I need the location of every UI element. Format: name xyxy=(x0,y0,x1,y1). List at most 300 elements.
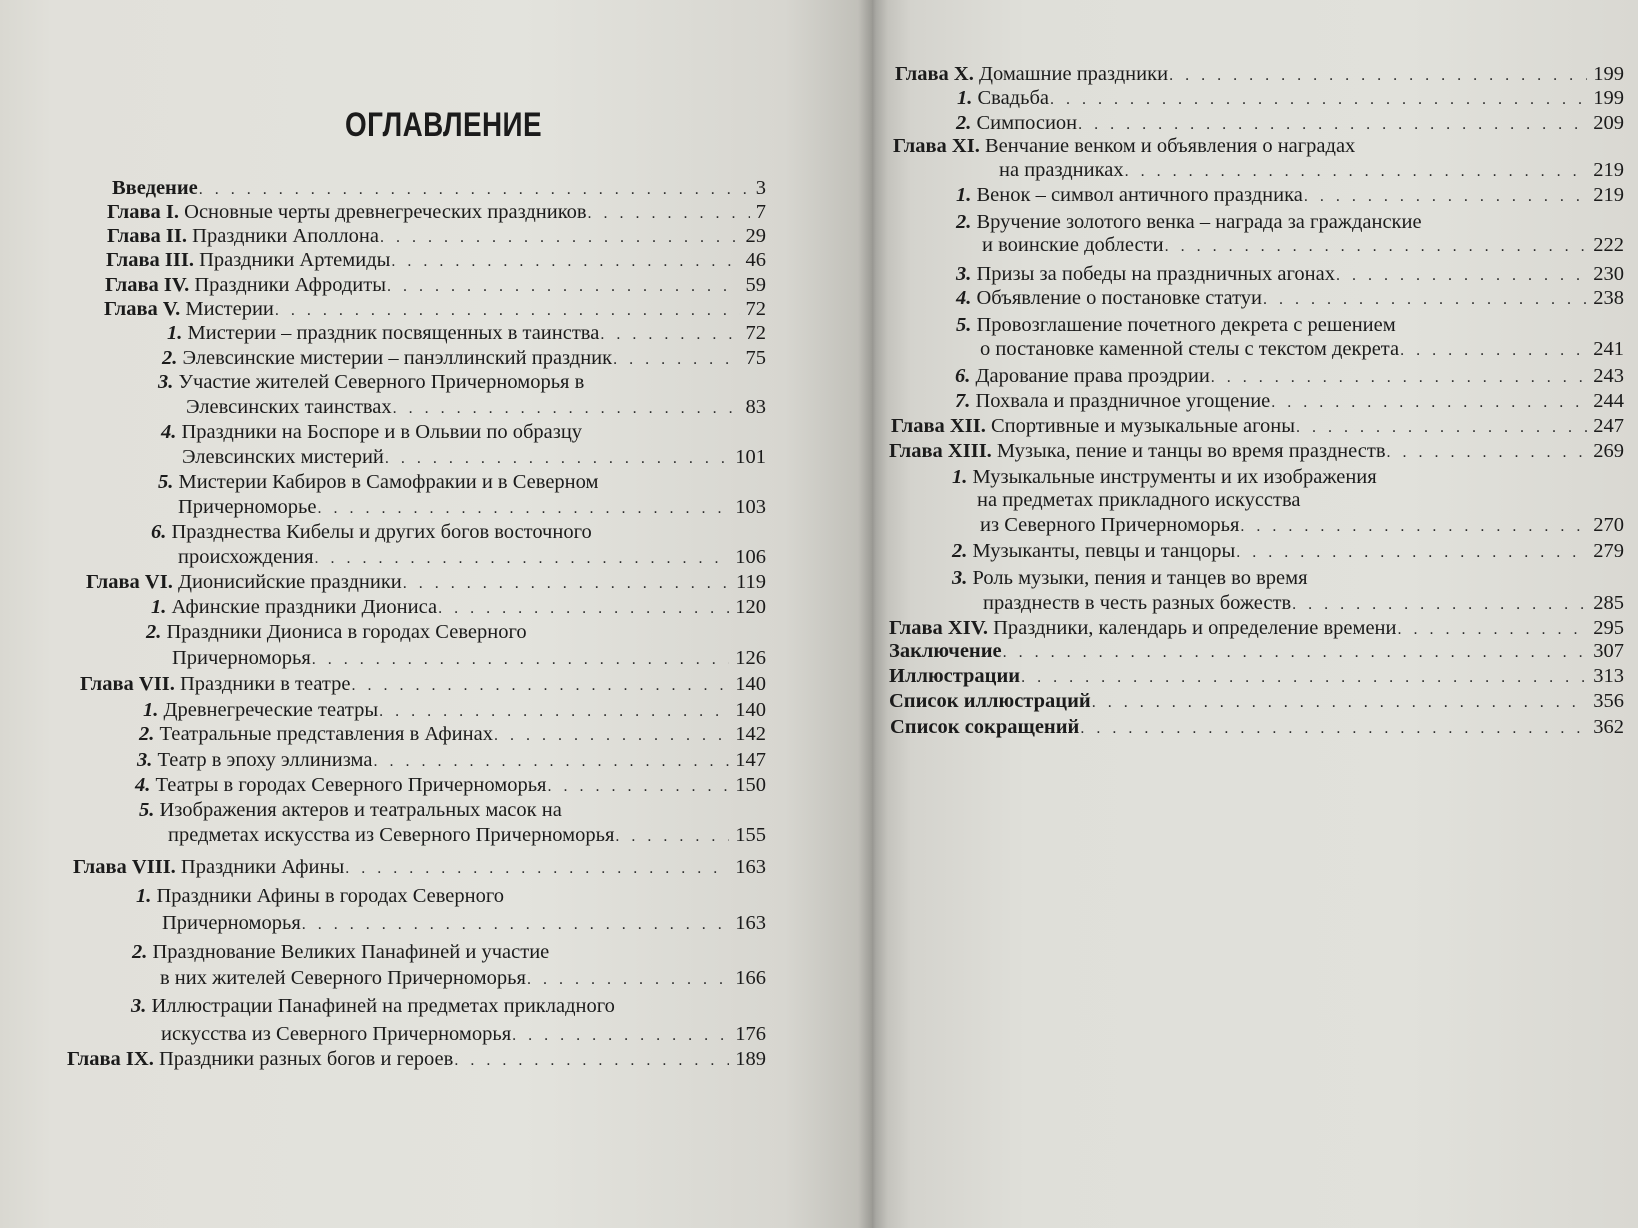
toc-entry-text: Венчание венком и объявления о наградах xyxy=(979,135,1356,157)
toc-page-number: 140 xyxy=(735,699,766,721)
toc-page-number: 59 xyxy=(745,274,766,296)
toc-chapter-heading: Глава V. xyxy=(104,298,181,320)
toc-chapter-heading: Список иллюстраций xyxy=(889,690,1091,712)
toc-entry-label xyxy=(952,539,1235,563)
toc-entry xyxy=(983,591,1624,617)
toc-section-number: 2. xyxy=(132,941,148,963)
toc-entry-text: Праздники, календарь и определение времени xyxy=(988,617,1397,639)
toc-entry-text: Празднование Великих Панафиней и участие xyxy=(147,941,550,963)
toc-entry-label xyxy=(889,439,1386,463)
toc-entry-label xyxy=(172,646,311,670)
toc-page-number: 103 xyxy=(735,496,766,518)
toc-page-number: 140 xyxy=(735,673,766,695)
toc-entry xyxy=(980,337,1624,363)
toc-chapter-heading: Заключение xyxy=(889,640,1002,662)
toc-entry-text: Праздники Афины xyxy=(175,856,345,878)
toc-entry-text: Элевсинских таинствах xyxy=(186,396,392,418)
toc-entry-text: Призы за победы на праздничных агонах xyxy=(971,263,1335,285)
toc-entry xyxy=(139,798,766,822)
toc-leader-dots xyxy=(1211,366,1587,390)
toc-page-number: 247 xyxy=(1593,415,1624,437)
toc-chapter-heading: Глава XI. xyxy=(893,135,980,157)
toc-entry xyxy=(162,346,766,372)
toc-section-number: 5. xyxy=(158,471,174,493)
toc-section-number: 2. xyxy=(956,211,972,233)
toc-entry-text: Музыканты, певцы и танцоры xyxy=(967,540,1236,562)
toc-entry-text: Праздники в театре xyxy=(174,673,351,695)
right-page xyxy=(872,0,1638,1228)
toc-section-number: 4. xyxy=(161,421,177,443)
toc-leader-dots xyxy=(1304,185,1587,209)
toc-page-number: 219 xyxy=(1593,159,1624,181)
toc-leader-dots xyxy=(393,397,740,421)
toc-leader-dots xyxy=(385,447,729,471)
toc-entry-label xyxy=(107,200,587,224)
toc-entry-label xyxy=(983,591,1291,615)
toc-page-number: 101 xyxy=(735,446,766,468)
toc-entry xyxy=(167,321,766,347)
toc-entry xyxy=(80,672,766,698)
toc-leader-dots xyxy=(494,724,729,748)
toc-section-number: 6. xyxy=(955,365,971,387)
toc-entry-text: Причерноморье xyxy=(178,496,317,518)
toc-entry-text: Вручение золотого венка – награда за гражданские xyxy=(971,211,1422,233)
toc-entry-label xyxy=(956,111,1077,135)
toc-entry-label xyxy=(955,389,1270,413)
toc-leader-dots xyxy=(351,674,729,698)
toc-entry xyxy=(889,639,1624,665)
toc-entry-text: о постановке каменной стелы с текстом декрета xyxy=(980,338,1400,360)
toc-entry-label xyxy=(980,513,1239,537)
toc-entry-text: на предметах прикладного искусства xyxy=(977,489,1301,511)
toc-entry xyxy=(158,370,766,394)
toc-leader-dots xyxy=(403,572,730,596)
toc-leader-dots xyxy=(615,825,729,849)
toc-leader-dots xyxy=(1400,339,1587,363)
toc-leader-dots xyxy=(438,597,729,621)
toc-entry-label xyxy=(891,414,1295,438)
toc-leader-dots xyxy=(1092,691,1588,715)
toc-entry-label xyxy=(137,748,372,772)
toc-page-number: 219 xyxy=(1593,184,1624,206)
toc-entry-text: Мистерии xyxy=(180,298,274,320)
toc-page-number: 356 xyxy=(1593,690,1624,712)
toc-leader-dots xyxy=(379,700,729,724)
toc-entry-text: Театры в городах Северного Причерноморья xyxy=(150,774,547,796)
toc-section-number: 1. xyxy=(167,322,183,344)
toc-entry-text: Венок – символ античного праздника xyxy=(971,184,1303,206)
toc-entry-label xyxy=(952,567,1308,589)
toc-page-number: 155 xyxy=(735,824,766,846)
toc-section-number: 5. xyxy=(956,314,972,336)
toc-entry xyxy=(999,158,1624,184)
toc-entry-text: Праздники Диониса в городах Северного xyxy=(161,621,527,643)
toc-entry xyxy=(982,233,1624,259)
toc-entry xyxy=(889,664,1624,690)
toc-entry-label xyxy=(131,995,615,1017)
toc-entry-label xyxy=(955,364,1210,388)
toc-entry xyxy=(893,134,1624,158)
toc-page-number: 222 xyxy=(1593,234,1624,256)
toc-chapter-heading: Глава VIII. xyxy=(73,856,176,878)
toc-section-number: 3. xyxy=(131,995,147,1017)
toc-entry-label xyxy=(167,321,599,345)
toc-page-number: 72 xyxy=(745,322,766,344)
toc-entry-label xyxy=(139,799,562,821)
toc-entry xyxy=(956,210,1624,234)
toc-leader-dots xyxy=(391,250,739,274)
toc-section-number: 1. xyxy=(952,466,968,488)
toc-page-number: 189 xyxy=(735,1048,766,1070)
toc-page-number: 362 xyxy=(1593,716,1624,738)
toc-entry-label xyxy=(952,466,1377,488)
toc-leader-dots xyxy=(373,750,729,774)
toc-chapter-heading: Глава XIV. xyxy=(889,617,988,639)
toc-entry xyxy=(67,1047,766,1073)
toc-chapter-heading: Глава IX. xyxy=(67,1048,154,1070)
toc-leader-dots xyxy=(527,968,729,992)
toc-leader-dots xyxy=(199,178,750,202)
toc-entry xyxy=(956,286,1624,312)
toc-entry-text: Участие жителей Северного Причерноморья в xyxy=(173,371,585,393)
toc-entry-label xyxy=(136,885,504,907)
toc-entry xyxy=(952,465,1624,489)
toc-section-number: 4. xyxy=(956,287,972,309)
toc-leader-dots xyxy=(302,913,729,937)
toc-section-number: 2. xyxy=(952,540,968,562)
toc-page-number: 241 xyxy=(1593,338,1624,360)
toc-entry-label xyxy=(999,158,1124,182)
toc-entry-label xyxy=(80,672,350,696)
toc-entry-label xyxy=(889,664,1020,688)
toc-entry xyxy=(891,414,1624,440)
toc-entry-text: Праздники на Боспоре и в Ольвии по образцу xyxy=(176,421,583,443)
toc-section-number: 1. xyxy=(956,184,972,206)
toc-entry-text: искусства из Северного Причерноморья xyxy=(161,1023,512,1045)
toc-entry-label xyxy=(107,224,379,248)
toc-entry-label xyxy=(146,621,527,643)
toc-leader-dots xyxy=(1169,64,1587,88)
toc-page-number: 238 xyxy=(1593,287,1624,309)
toc-section-number: 3. xyxy=(952,567,968,589)
toc-entry xyxy=(980,513,1624,539)
toc-entry xyxy=(107,224,766,250)
toc-section-number: 3. xyxy=(137,749,153,771)
toc-entry xyxy=(131,994,766,1018)
toc-entry-label xyxy=(178,545,314,569)
toc-leader-dots xyxy=(1240,515,1587,539)
toc-entry xyxy=(178,545,766,571)
toc-entry xyxy=(952,539,1624,565)
toc-chapter-heading: Глава XII. xyxy=(891,415,986,437)
toc-entry-label xyxy=(151,595,437,619)
toc-section-number: 4. xyxy=(135,774,151,796)
toc-chapter-heading: Глава XIII. xyxy=(889,440,992,462)
toc-page-number: 163 xyxy=(735,856,766,878)
toc-entry xyxy=(137,748,766,774)
toc-section-number: 1. xyxy=(136,885,152,907)
toc-page-number: 166 xyxy=(735,967,766,989)
toc-entry-label xyxy=(980,337,1399,361)
toc-entry-text: Элевсинские мистерии – панэллинский праздник xyxy=(177,347,613,369)
toc-leader-dots xyxy=(380,226,740,250)
toc-page-number: 29 xyxy=(745,225,766,247)
toc-entry xyxy=(158,470,766,494)
toc-leader-dots xyxy=(1236,541,1587,565)
toc-leader-dots xyxy=(275,299,740,323)
toc-chapter-heading: Глава VII. xyxy=(80,673,175,695)
toc-page-number: 72 xyxy=(745,298,766,320)
toc-page-number: 150 xyxy=(735,774,766,796)
toc-leader-dots xyxy=(1387,441,1588,465)
toc-chapter-heading: Глава II. xyxy=(107,225,188,247)
toc-entry-text: Основные черты древнегреческих праздников xyxy=(179,201,587,223)
toc-entry xyxy=(160,966,766,992)
toc-entry xyxy=(107,200,766,226)
toc-entry-label xyxy=(143,698,378,722)
toc-chapter-heading: Список сокращений xyxy=(890,716,1080,738)
toc-entry-label xyxy=(161,1022,511,1046)
toc-entry-label xyxy=(86,570,402,594)
toc-entry-label xyxy=(956,183,1303,207)
toc-entry xyxy=(889,689,1624,715)
toc-section-number: 5. xyxy=(139,799,155,821)
toc-entry-label xyxy=(889,689,1091,713)
toc-page-number: 3 xyxy=(755,177,766,199)
toc-section-number: 2. xyxy=(162,347,178,369)
toc-entry-text: Праздники Артемиды xyxy=(194,249,391,271)
toc-entry-text: Праздники Афродиты xyxy=(189,274,386,296)
toc-entry-label xyxy=(135,773,546,797)
toc-leader-dots xyxy=(1165,235,1588,259)
toc-entry-text: Свадьба xyxy=(972,87,1049,109)
toc-leader-dots xyxy=(1003,641,1588,665)
toc-page-number: 199 xyxy=(1593,87,1624,109)
toc-entry-label xyxy=(956,262,1335,286)
toc-entry-text: Причерноморья xyxy=(162,912,301,934)
toc-chapter-heading: Введение xyxy=(112,177,198,199)
toc-leader-dots xyxy=(1021,666,1587,690)
toc-entry-text: на праздниках xyxy=(999,159,1124,181)
toc-entry-text: Дарование права проэдрии xyxy=(970,365,1210,387)
toc-leader-dots xyxy=(1080,717,1587,741)
toc-entry xyxy=(956,313,1624,337)
toc-entry xyxy=(136,884,766,908)
toc-entry-text: Симпосион xyxy=(971,112,1078,134)
toc-page-number: 244 xyxy=(1593,390,1624,412)
toc-leader-dots xyxy=(317,497,729,521)
toc-entry-label xyxy=(982,233,1164,257)
toc-page-number: 270 xyxy=(1593,514,1624,536)
toc-section-number: 6. xyxy=(151,521,167,543)
toc-entry xyxy=(143,698,766,724)
page-title: ОГЛАВЛЕНИЕ xyxy=(345,106,542,144)
toc-entry-label xyxy=(106,248,390,272)
toc-entry xyxy=(890,715,1624,741)
toc-entry xyxy=(955,364,1624,390)
toc-entry xyxy=(957,86,1624,112)
toc-section-number: 3. xyxy=(158,371,174,393)
toc-leader-dots xyxy=(1125,160,1588,184)
toc-leader-dots xyxy=(345,857,729,881)
toc-entry xyxy=(132,940,766,964)
toc-entry-text: Дионисийские праздники xyxy=(172,571,402,593)
toc-entry-label xyxy=(104,297,274,321)
toc-entry-text: Роль музыки, пения и танцев во время xyxy=(967,567,1308,589)
toc-entry xyxy=(977,488,1624,512)
toc-entry xyxy=(895,62,1624,88)
toc-entry xyxy=(186,395,766,421)
toc-entry-label xyxy=(889,616,1397,640)
toc-entry xyxy=(952,566,1624,590)
toc-entry-label xyxy=(957,86,1049,110)
toc-entry-text: Праздники разных богов и героев xyxy=(153,1048,454,1070)
toc-entry xyxy=(139,722,766,748)
toc-entry xyxy=(182,445,766,471)
toc-entry-label xyxy=(168,823,614,847)
toc-page-number: 209 xyxy=(1593,112,1624,134)
toc-entry-label xyxy=(112,176,198,200)
toc-entry-label xyxy=(161,421,582,443)
toc-page-number: 279 xyxy=(1593,540,1624,562)
toc-leader-dots xyxy=(547,775,729,799)
toc-leader-dots xyxy=(588,202,750,226)
toc-entry-text: Праздники Афины в городах Северного xyxy=(151,885,505,907)
toc-page-number: 75 xyxy=(745,347,766,369)
toc-page-number: 46 xyxy=(745,249,766,271)
toc-entry xyxy=(135,773,766,799)
toc-chapter-heading: Глава IV. xyxy=(105,274,190,296)
toc-entry xyxy=(151,595,766,621)
toc-entry-label xyxy=(895,62,1168,86)
toc-page-number: 285 xyxy=(1593,592,1624,614)
toc-leader-dots xyxy=(613,348,739,372)
toc-entry-text: Древнегреческие театры xyxy=(158,699,379,721)
toc-section-number: 2. xyxy=(146,621,162,643)
toc-section-number: 3. xyxy=(956,263,972,285)
toc-entry-label xyxy=(182,445,384,469)
toc-entry-text: Спортивные и музыкальные агоны xyxy=(985,415,1296,437)
toc-leader-dots xyxy=(315,547,730,571)
toc-entry xyxy=(956,262,1624,288)
toc-entry-label xyxy=(956,286,1262,310)
toc-leader-dots xyxy=(1263,288,1587,312)
toc-entry-label xyxy=(162,346,612,370)
toc-entry-label xyxy=(105,273,386,297)
toc-entry-label xyxy=(889,639,1002,663)
toc-leader-dots xyxy=(1271,391,1587,415)
toc-entry-label xyxy=(160,966,526,990)
toc-entry-text: Празднества Кибелы и других богов восточного xyxy=(166,521,592,543)
toc-entry-text: Театр в эпоху эллинизма xyxy=(152,749,373,771)
toc-section-number: 2. xyxy=(956,112,972,134)
toc-page-number: 199 xyxy=(1593,63,1624,85)
toc-section-number: 1. xyxy=(957,87,973,109)
toc-entry-label xyxy=(956,211,1422,233)
toc-entry xyxy=(112,176,766,202)
toc-entry-label xyxy=(158,471,598,493)
toc-page-number: 120 xyxy=(735,596,766,618)
toc-leader-dots xyxy=(1050,88,1587,112)
toc-entry-label xyxy=(977,489,1301,511)
toc-section-number: 1. xyxy=(143,699,159,721)
toc-entry-text: Изображения актеров и театральных масок на xyxy=(154,799,562,821)
toc-entry-text: Театральные представления в Афинах xyxy=(154,723,493,745)
toc-entry-text: празднеств в честь разных божеств xyxy=(983,592,1292,614)
toc-leader-dots xyxy=(387,275,740,299)
toc-entry-text: из Северного Причерноморья xyxy=(980,514,1240,536)
toc-entry xyxy=(172,646,766,672)
toc-page-number: 269 xyxy=(1593,440,1624,462)
toc-entry-text: Мистерии – праздник посвященных в таинства xyxy=(182,322,600,344)
toc-entry-label xyxy=(158,371,584,393)
toc-section-number: 2. xyxy=(139,723,155,745)
toc-entry-label xyxy=(73,855,344,879)
toc-page-number: 106 xyxy=(735,546,766,568)
toc-page-number: 126 xyxy=(735,647,766,669)
toc-entry-text: Праздники Аполлона xyxy=(187,225,379,247)
toc-entry-text: и воинские доблести xyxy=(982,234,1164,256)
book-gutter xyxy=(858,0,888,1228)
toc-entry-label xyxy=(890,715,1079,739)
toc-leader-dots xyxy=(600,323,739,347)
toc-entry-text: Музыка, пение и танцы во время празднеств xyxy=(991,440,1386,462)
toc-entry-label xyxy=(162,911,301,935)
toc-chapter-heading: Глава I. xyxy=(107,201,180,223)
toc-leader-dots xyxy=(454,1049,729,1073)
toc-page-number: 83 xyxy=(745,396,766,418)
toc-chapter-heading: Глава VI. xyxy=(86,571,173,593)
toc-entry-text: Причерноморья xyxy=(172,647,311,669)
toc-entry-text: Объявление о постановке статуи xyxy=(971,287,1263,309)
toc-entry xyxy=(178,495,766,521)
toc-entry xyxy=(86,570,766,596)
toc-entry-text: происхождения xyxy=(178,546,314,568)
toc-page-number: 147 xyxy=(735,749,766,771)
toc-page-number: 295 xyxy=(1593,617,1624,639)
toc-page-number: 7 xyxy=(755,201,766,223)
toc-page-number: 313 xyxy=(1593,665,1624,687)
toc-entry-label xyxy=(151,521,592,543)
toc-chapter-heading: Глава X. xyxy=(895,63,974,85)
toc-page-number: 119 xyxy=(736,571,766,593)
toc-entry-text: Домашние праздники xyxy=(973,63,1169,85)
toc-entry-text: Музыкальные инструменты и их изображения xyxy=(967,466,1377,488)
toc-entry xyxy=(106,248,766,274)
toc-entry xyxy=(162,911,766,937)
toc-entry-label xyxy=(186,395,392,419)
toc-page-number: 176 xyxy=(735,1023,766,1045)
toc-leader-dots xyxy=(1292,593,1587,617)
toc-entry xyxy=(104,297,766,323)
toc-entry-text: Афинские праздники Диониса xyxy=(166,596,438,618)
toc-page-number: 230 xyxy=(1593,263,1624,285)
toc-entry xyxy=(955,389,1624,415)
toc-entry-text: Иллюстрации Панафиней на предметах прикладного xyxy=(146,995,615,1017)
toc-entry-text: Мистерии Кабиров в Самофракии и в Северном xyxy=(173,471,599,493)
toc-entry xyxy=(889,439,1624,465)
toc-entry xyxy=(956,183,1624,209)
toc-entry xyxy=(161,420,766,444)
toc-entry-text: Похвала и праздничное угощение xyxy=(970,390,1271,412)
toc-chapter-heading: Глава III. xyxy=(106,249,194,271)
toc-entry-text: Элевсинских мистерий xyxy=(182,446,384,468)
toc-entry-label xyxy=(956,314,1396,336)
toc-entry xyxy=(151,520,766,544)
toc-entry xyxy=(105,273,766,299)
toc-entry-label xyxy=(139,722,493,746)
toc-entry xyxy=(161,1022,766,1048)
